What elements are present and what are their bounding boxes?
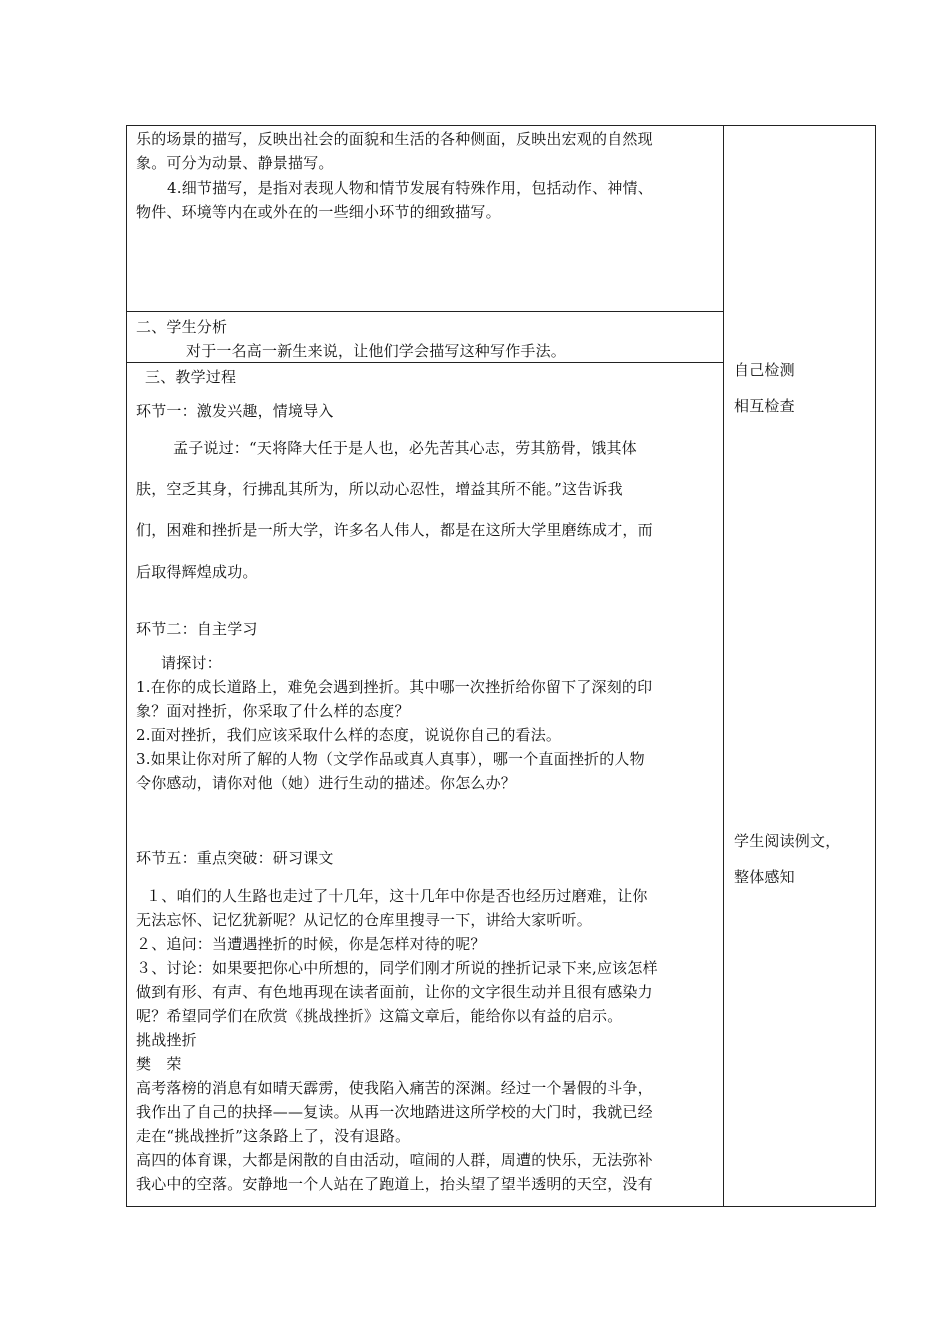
essay-title: 挑战挫折 — [136, 1031, 197, 1049]
paragraph-line: 物件、环境等内在或外在的一些细小环节的细致描写。 — [136, 203, 501, 221]
step2-line: 令你感动，请你对他（她）进行生动的描述。你怎么办？ — [136, 774, 517, 792]
step5-line: 无法忘怀、记忆犹新呢？从记忆的仓库里搜寻一下，讲给大家听听。 — [136, 911, 593, 929]
row-divider-1 — [126, 311, 724, 312]
paragraph-line: 象。可分为动景、静景描写。 — [136, 154, 334, 172]
step2-line: 1.在你的成长道路上，难免会遇到挫折。其中哪一次挫折给你留下了深刻的印 — [136, 678, 653, 696]
student-analysis-text: 对于一名高一新生来说，让他们学会描写这种写作手法。 — [186, 342, 567, 360]
essay-line: 我作出了自己的抉择——复读。从再一次地踏进这所学校的大门时，我就已经 — [136, 1103, 653, 1121]
lesson-table — [126, 125, 876, 1207]
side-note-self-check: 自己检测 — [734, 361, 795, 379]
essay-line: 高四的体育课，大都是闲散的自由活动，喧闹的人群，周遭的快乐，无法弥补 — [136, 1151, 653, 1169]
step1-title: 环节一：激发兴趣，情境导入 — [136, 402, 334, 420]
essay-line: 走在“挑战挫折”这条路上了，没有退路。 — [136, 1127, 411, 1145]
paragraph-line: 4.细节描写，是指对表现人物和情节发展有特殊作用，包括动作、神情、 — [167, 179, 653, 197]
step5-line: １、咱们的人生路也走过了十几年，这十几年中你是否也经历过磨难，让你 — [146, 887, 648, 905]
side-note-overall-perception: 整体感知 — [734, 868, 795, 886]
step5-line: 做到有形、有声、有色地再现在读者面前，让你的文字很生动并且很有感染力 — [136, 983, 653, 1001]
step1-line: 们，困难和挫折是一所大学，许多名人伟人，都是在这所大学里磨练成才，而 — [136, 521, 653, 539]
paragraph-line: 乐的场景的描写，反映出社会的面貌和生活的各种侧面，反映出宏观的自然现 — [136, 130, 653, 148]
section-heading-student-analysis: 二、学生分析 — [136, 318, 228, 336]
column-divider — [723, 125, 724, 1207]
step2-title: 环节二：自主学习 — [136, 620, 258, 638]
essay-line: 我心中的空落。安静地一个人站在了跑道上，抬头望了望半透明的天空，没有 — [136, 1175, 653, 1193]
step1-line: 后取得辉煌成功。 — [136, 563, 258, 581]
step2-intro: 请探讨： — [161, 654, 222, 672]
step1-line: 肤，空乏其身，行拂乱其所为，所以动心忍性，增益其所不能。”这告诉我 — [136, 480, 623, 498]
step5-title: 环节五：重点突破：研习课文 — [136, 849, 334, 867]
step2-line: 象？面对挫折，你采取了什么样的态度？ — [136, 702, 410, 720]
step5-line: 呢？希望同学们在欣赏《挑战挫折》这篇文章后，能给你以有益的启示。 — [136, 1007, 623, 1025]
section-heading-teaching-process: 三、教学过程 — [145, 368, 237, 386]
step5-line: ２、追问：当遭遇挫折的时候，你是怎样对待的呢？ — [136, 935, 486, 953]
side-note-read-example: 学生阅读例文， — [734, 832, 841, 850]
step5-line: ３、讨论：如果要把你心中所想的，同学们刚才所说的挫折记录下来,应该怎样 — [136, 959, 658, 977]
essay-line: 高考落榜的消息有如晴天霹雳，使我陷入痛苦的深渊。经过一个暑假的斗争， — [136, 1079, 653, 1097]
step1-line: 孟子说过：“天将降大任于是人也，必先苦其心志，劳其筋骨，饿其体 — [173, 439, 637, 457]
step2-line: 2.面对挫折，我们应该采取什么样的态度，说说你自己的看法。 — [136, 726, 562, 744]
side-note-peer-check: 相互检查 — [734, 397, 795, 415]
step2-line: 3.如果让你对所了解的人物（文学作品或真人真事），哪一个直面挫折的人物 — [136, 750, 645, 768]
essay-author: 樊 荣 — [136, 1055, 182, 1073]
